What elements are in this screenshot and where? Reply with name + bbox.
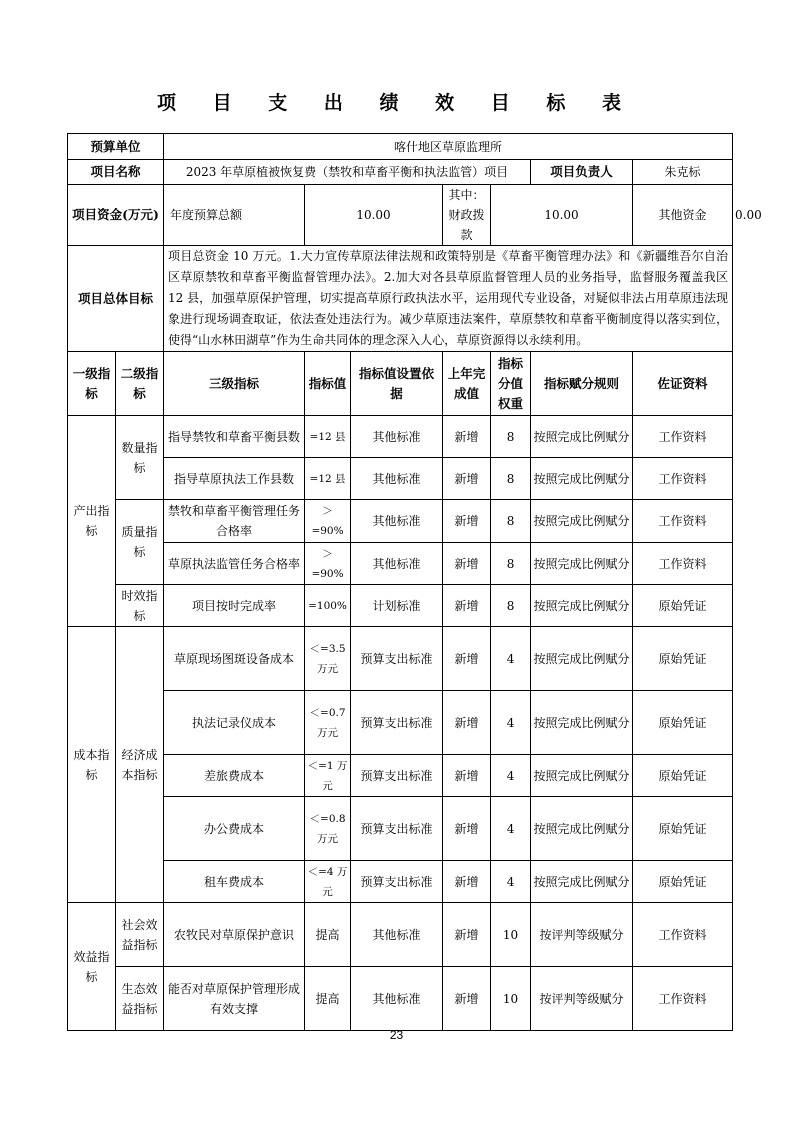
indicator-evidence: 工作资料: [633, 500, 733, 543]
table-row: [68, 861, 733, 903]
indicator-evidence: 原始凭证: [633, 627, 733, 691]
indicator-name: 租车费成本: [164, 861, 305, 903]
indicator-rule: 按照完成比例赋分: [531, 755, 633, 797]
indicator-basis: 预算支出标准: [351, 627, 443, 691]
indicator-name: 能否对草原保护管理形成有效支撑: [164, 967, 305, 1031]
indicator-name: 办公费成本: [164, 797, 305, 861]
indicator-name: 项目按时完成率: [164, 585, 305, 627]
project-name-value: 2023 年草原植被恢复费（禁牧和草畜平衡和执法监管）项目: [164, 160, 531, 185]
table-row: [68, 458, 733, 500]
project-name-label: 项目名称: [68, 160, 164, 185]
budget-unit-label: 预算单位: [68, 134, 164, 160]
fiscal-label: 其中：财政拨款: [443, 185, 491, 246]
page-number: 23: [389, 1028, 404, 1042]
indicator-name: 指导草原执法工作县数: [164, 458, 305, 500]
indicator-evidence: 原始凭证: [633, 691, 733, 755]
col-header: 指标值设置依据: [351, 352, 443, 416]
indicator-prev: 新增: [443, 691, 491, 755]
table-row: [68, 967, 733, 1031]
indicator-prev: 新增: [443, 861, 491, 903]
group-benefit: 效益指标: [68, 903, 116, 1031]
overall-goal-text: 项目总资金 10 万元。1.大力宣传草原法律法规和政策特别是《草畜平衡管理办法》和《新疆维吾尔自治区草原禁牧和草畜平衡监督管理办法》。2.加大对各县草原监督管理人员的业务指导，监督服务覆盖我区 12 县，加强草原保护管理，切实提高草原行政执法水平，运用现代专业设备，对疑似非法占用草原违法现象进行现场调查取证，依法查处违法行为。减少草原违法案件，草原禁牧和草畜平衡制度得以落实到位，使得“山水林田湖草”作为生命共同体的理念深入人心，草原资源得以永续利用。: [164, 246, 733, 352]
indicator-value: ＞=90%: [305, 500, 351, 543]
indicator-name: 禁牧和草畜平衡管理任务合格率: [164, 500, 305, 543]
indicator-value: =12 县: [305, 416, 351, 458]
indicator-basis: 预算支出标准: [351, 755, 443, 797]
indicator-basis: 其他标准: [351, 500, 443, 543]
indicator-value: =100%: [305, 585, 351, 627]
table-row: [68, 585, 733, 627]
indicator-basis: 预算支出标准: [351, 691, 443, 755]
indicator-basis: 其他标准: [351, 416, 443, 458]
indicator-rule: 按照完成比例赋分: [531, 797, 633, 861]
indicator-value: 提高: [305, 903, 351, 967]
indicator-weight: 4: [491, 627, 531, 691]
table-row: [68, 543, 733, 585]
indicator-evidence: 工作资料: [633, 967, 733, 1031]
col-header: 指标值: [305, 352, 351, 416]
indicator-basis: 预算支出标准: [351, 797, 443, 861]
indicator-basis: 其他标准: [351, 543, 443, 585]
table-row: [68, 755, 733, 797]
indicator-evidence: 工作资料: [633, 903, 733, 967]
indicator-prev: 新增: [443, 585, 491, 627]
indicator-value: ＜=1 万元: [305, 755, 351, 797]
indicator-prev: 新增: [443, 543, 491, 585]
table-row: [68, 691, 733, 755]
annual-budget-value: 10.00: [305, 185, 443, 246]
indicator-weight: 4: [491, 797, 531, 861]
table-row: [68, 416, 733, 458]
funds-label: 项目资金(万元): [68, 185, 164, 246]
indicator-name: 草原现场图斑设备成本: [164, 627, 305, 691]
indicator-prev: 新增: [443, 500, 491, 543]
indicator-evidence: 工作资料: [633, 416, 733, 458]
fiscal-value: 10.00: [491, 185, 633, 246]
indicator-weight: 10: [491, 903, 531, 967]
group-cost: 成本指标: [68, 627, 116, 903]
indicator-value: ＜=0.8 万元: [305, 797, 351, 861]
table-row: [68, 627, 733, 691]
indicator-value: 提高: [305, 967, 351, 1031]
subgroup-quality: 质量指标: [116, 500, 164, 585]
col-header: 上年完成值: [443, 352, 491, 416]
indicator-rule: 按评判等级赋分: [531, 903, 633, 967]
indicator-evidence: 工作资料: [633, 458, 733, 500]
other-label: 其他资金: [633, 185, 733, 246]
indicator-value: ＞=90%: [305, 543, 351, 585]
table-row: [68, 797, 733, 861]
annual-budget-label: 年度预算总额: [164, 185, 305, 246]
indicator-name: 农牧民对草原保护意识: [164, 903, 305, 967]
indicator-value: =12 县: [305, 458, 351, 500]
indicator-name: 草原执法监管任务合格率: [164, 543, 305, 585]
indicator-prev: 新增: [443, 903, 491, 967]
indicator-prev: 新增: [443, 627, 491, 691]
indicator-weight: 8: [491, 458, 531, 500]
indicator-name: 指导禁牧和草畜平衡县数: [164, 416, 305, 458]
indicator-rule: 按评判等级赋分: [531, 967, 633, 1031]
indicator-weight: 4: [491, 861, 531, 903]
group-output: 产出指标: [68, 416, 116, 627]
indicator-weight: 4: [491, 755, 531, 797]
indicator-rule: 按照完成比例赋分: [531, 627, 633, 691]
indicator-evidence: 原始凭证: [633, 755, 733, 797]
subgroup-eco: 生态效益指标: [116, 967, 164, 1031]
indicator-rule: 按照完成比例赋分: [531, 500, 633, 543]
indicator-evidence: 原始凭证: [633, 797, 733, 861]
indicator-value: ＜=4 万元: [305, 861, 351, 903]
col-header: 二级指标: [116, 352, 164, 416]
indicator-rule: 按照完成比例赋分: [531, 861, 633, 903]
subgroup-timeliness: 时效指标: [116, 585, 164, 627]
subgroup-quantity: 数量指标: [116, 416, 164, 500]
indicator-weight: 8: [491, 543, 531, 585]
indicator-prev: 新增: [443, 458, 491, 500]
indicator-basis: 其他标准: [351, 903, 443, 967]
page-title: 项 目 支 出 绩 效 目 标 表: [157, 92, 636, 114]
indicator-basis: 预算支出标准: [351, 861, 443, 903]
col-header: 指标分值权重: [491, 352, 531, 416]
budget-unit-value: 喀什地区草原监理所: [164, 134, 733, 160]
indicator-rule: 按照完成比例赋分: [531, 691, 633, 755]
indicator-evidence: 原始凭证: [633, 861, 733, 903]
indicator-prev: 新增: [443, 797, 491, 861]
col-header: 三级指标: [164, 352, 305, 416]
indicator-prev: 新增: [443, 755, 491, 797]
indicator-name: 差旅费成本: [164, 755, 305, 797]
indicator-weight: 10: [491, 967, 531, 1031]
indicator-weight: 8: [491, 416, 531, 458]
indicator-rule: 按照完成比例赋分: [531, 585, 633, 627]
indicator-value: ＜=3.5 万元: [305, 627, 351, 691]
indicator-name: 执法记录仪成本: [164, 691, 305, 755]
indicator-weight: 8: [491, 500, 531, 543]
overall-goal-label: 项目总体目标: [68, 246, 164, 352]
indicator-basis: 计划标准: [351, 585, 443, 627]
indicator-weight: 4: [491, 691, 531, 755]
indicator-weight: 8: [491, 585, 531, 627]
table-row: [68, 903, 733, 967]
project-leader-value: 朱克标: [633, 160, 733, 185]
subgroup-social: 社会效益指标: [116, 903, 164, 967]
indicator-evidence: 工作资料: [633, 543, 733, 585]
col-header: 指标赋分规则: [531, 352, 633, 416]
col-header: 一级指标: [68, 352, 116, 416]
indicator-basis: 其他标准: [351, 967, 443, 1031]
indicator-evidence: 原始凭证: [633, 585, 733, 627]
performance-table: 预算单位 喀什地区草原监理所 项目名称 2023 年草原植被恢复费（禁牧和草畜平衡和执法监管）项目 项目负责人 朱克标 项目资金(万元) 年度预算总额 10.00 其中：财政拨款 10.00 其他资金 0.00 项目总体目标 项目总资金 10 万元。1.大力宣传草原法律法规和政策特别是《草畜平衡管理办法》和《新疆维吾尔自治区草原禁牧和草畜平衡监督管理办法》。2.加大对各县草原监督管理人员的业务指导，监督服务覆盖我区 12 县，加强草原保护管理，切实提高草原行政执法水平，运用现代专业设备，对疑似非法占用草原违法现象进行现场调查取证，依法查处违法行为。减少草原违法案件，草原禁牧和草畜平衡制度得以落实到位，使得“山水林田湖草”作为生命共同体的理念深入人心，草原资源得以永续利用。 一级指标 二级指标 三级指标 指标值 指标值设置依据 上年完成值 指标分值权重 指标赋分规则 佐证资料 产出指标 数量指标 指导禁牧和草畜平衡县数 =12 县 其他标准 新增 8 按照完成比例赋分 工作资料 指导草原执法工作县数 =12 县 其他标准 新增 8 按照完成比例赋分 工作资料 质量指标 禁牧和草畜平衡管理任务合格率 ＞=90% 其他标准 新增 8 按照完成比例赋分 工作资料 草原执法监管任务合格率 ＞=90% 其他标准 新增 8 按照完成比例赋分 工作资料 时效指标 项目按时完成率 =100% 计划标准 新增 8 按照完成比例赋分 原始凭证 成本指标 经济成本指标 草原现场图斑设备成本 ＜=3.5 万元 预算支出标准 新增 4 按照完成比例赋分 原始凭证 执法记录仪成本 ＜=0.7 万元 预算支出标准 新增 4 按照完成比例赋分 原始凭证 差旅费成本 ＜=1 万元 预算支出标准 新增 4 按照完成比例赋分 原始凭证 办公费成本 ＜=0.8 万元 预算支出标准 新增 4 按照完成比例赋分 原始凭证 租车费成本 ＜=4 万元 预算支出标准 新增 4 按照完成比例赋分 原始凭证 效益指标 社会效益指标 农牧民对草原保护意识 提高 其他标准 新增 10 按评判等级赋分 工作资料 生态效益指标 能否对草原保护管理形成有效支撑 提高 其他标准 新增 10 按评判等级赋分 工作资料: [67, 133, 733, 1031]
indicator-rule: 按照完成比例赋分: [531, 458, 633, 500]
indicator-prev: 新增: [443, 967, 491, 1031]
project-leader-label: 项目负责人: [531, 160, 633, 185]
indicator-rule: 按照完成比例赋分: [531, 543, 633, 585]
col-header: 佐证资料: [633, 352, 733, 416]
table-row: [68, 500, 733, 543]
subgroup-economic: 经济成本指标: [116, 627, 164, 903]
indicator-value: ＜=0.7 万元: [305, 691, 351, 755]
indicator-prev: 新增: [443, 416, 491, 458]
indicator-basis: 其他标准: [351, 458, 443, 500]
indicator-rule: 按照完成比例赋分: [531, 416, 633, 458]
